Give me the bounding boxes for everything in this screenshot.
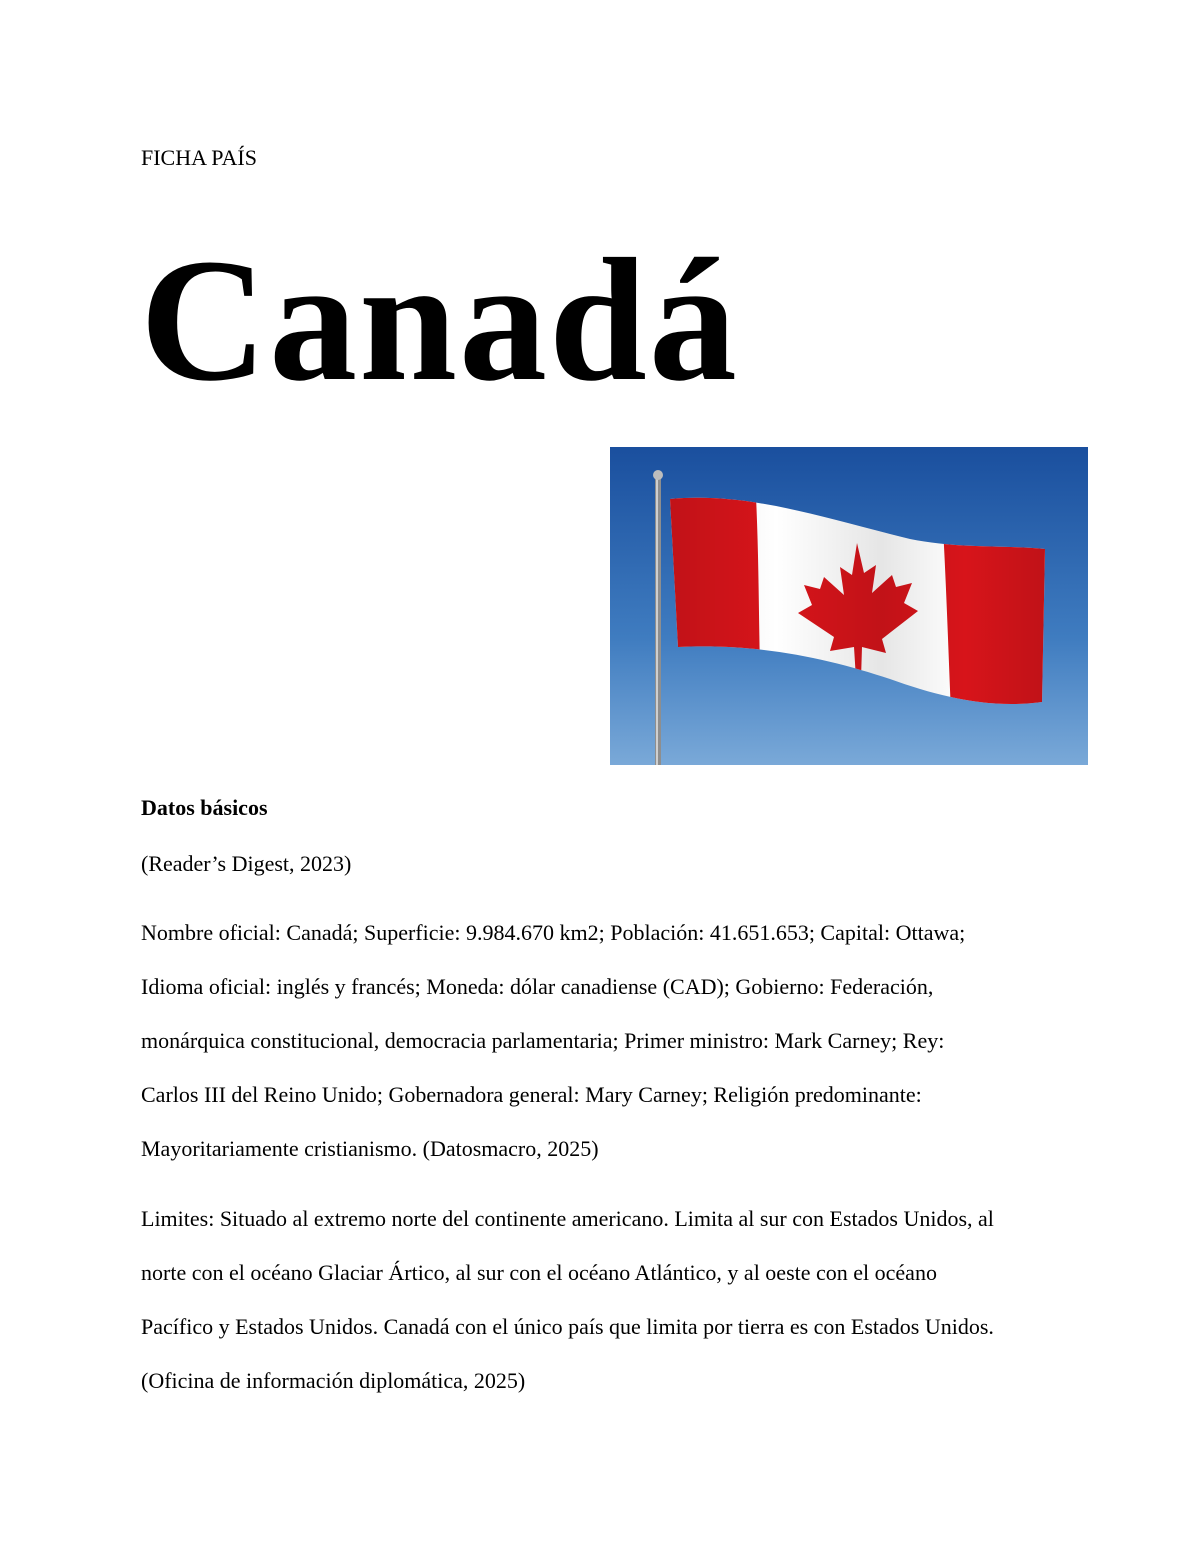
text-line: norte con el océano Glaciar Ártico, al sur con el océano Atlántico, y al oeste con el océano <box>141 1260 937 1285</box>
text-line: Nombre oficial: Canadá; Superficie: 9.984.670 km2; Población: 41.651.653; Capital: Ottawa; <box>141 920 966 945</box>
text-line: Carlos III del Reino Unido; Gobernadora general: Mary Carney; Religión predominante: <box>141 1082 922 1107</box>
basic-data-paragraph <box>141 919 1071 1189</box>
text-line: Idioma oficial: inglés y francés; Moneda: dólar canadiense (CAD); Gobierno: Federación, <box>141 974 934 999</box>
page-title: Canadá <box>140 223 739 418</box>
text-line: (Oficina de información diplomática, 2025) <box>141 1368 526 1393</box>
text-line: Limites: Situado al extremo norte del continente americano. Limita al sur con Estados Unidos, al <box>141 1206 994 1231</box>
document-eyebrow: FICHA PAÍS <box>141 145 257 170</box>
source-citation: (Reader’s Digest, 2023) <box>141 851 352 876</box>
section-heading: Datos básicos <box>141 795 268 820</box>
limits-paragraph <box>141 1205 1071 1421</box>
text-line: Pacífico y Estados Unidos. Canadá con el único país que limita por tierra es con Estados Unidos. <box>141 1314 994 1339</box>
pole-finial <box>653 470 663 480</box>
canada-flag-image <box>610 447 1088 765</box>
text-line: monárquica constitucional, democracia parlamentaria; Primer ministro: Mark Carney; Rey: <box>141 1028 945 1053</box>
text-line: Mayoritariamente cristianismo. (Datosmacro, 2025) <box>141 1136 599 1161</box>
